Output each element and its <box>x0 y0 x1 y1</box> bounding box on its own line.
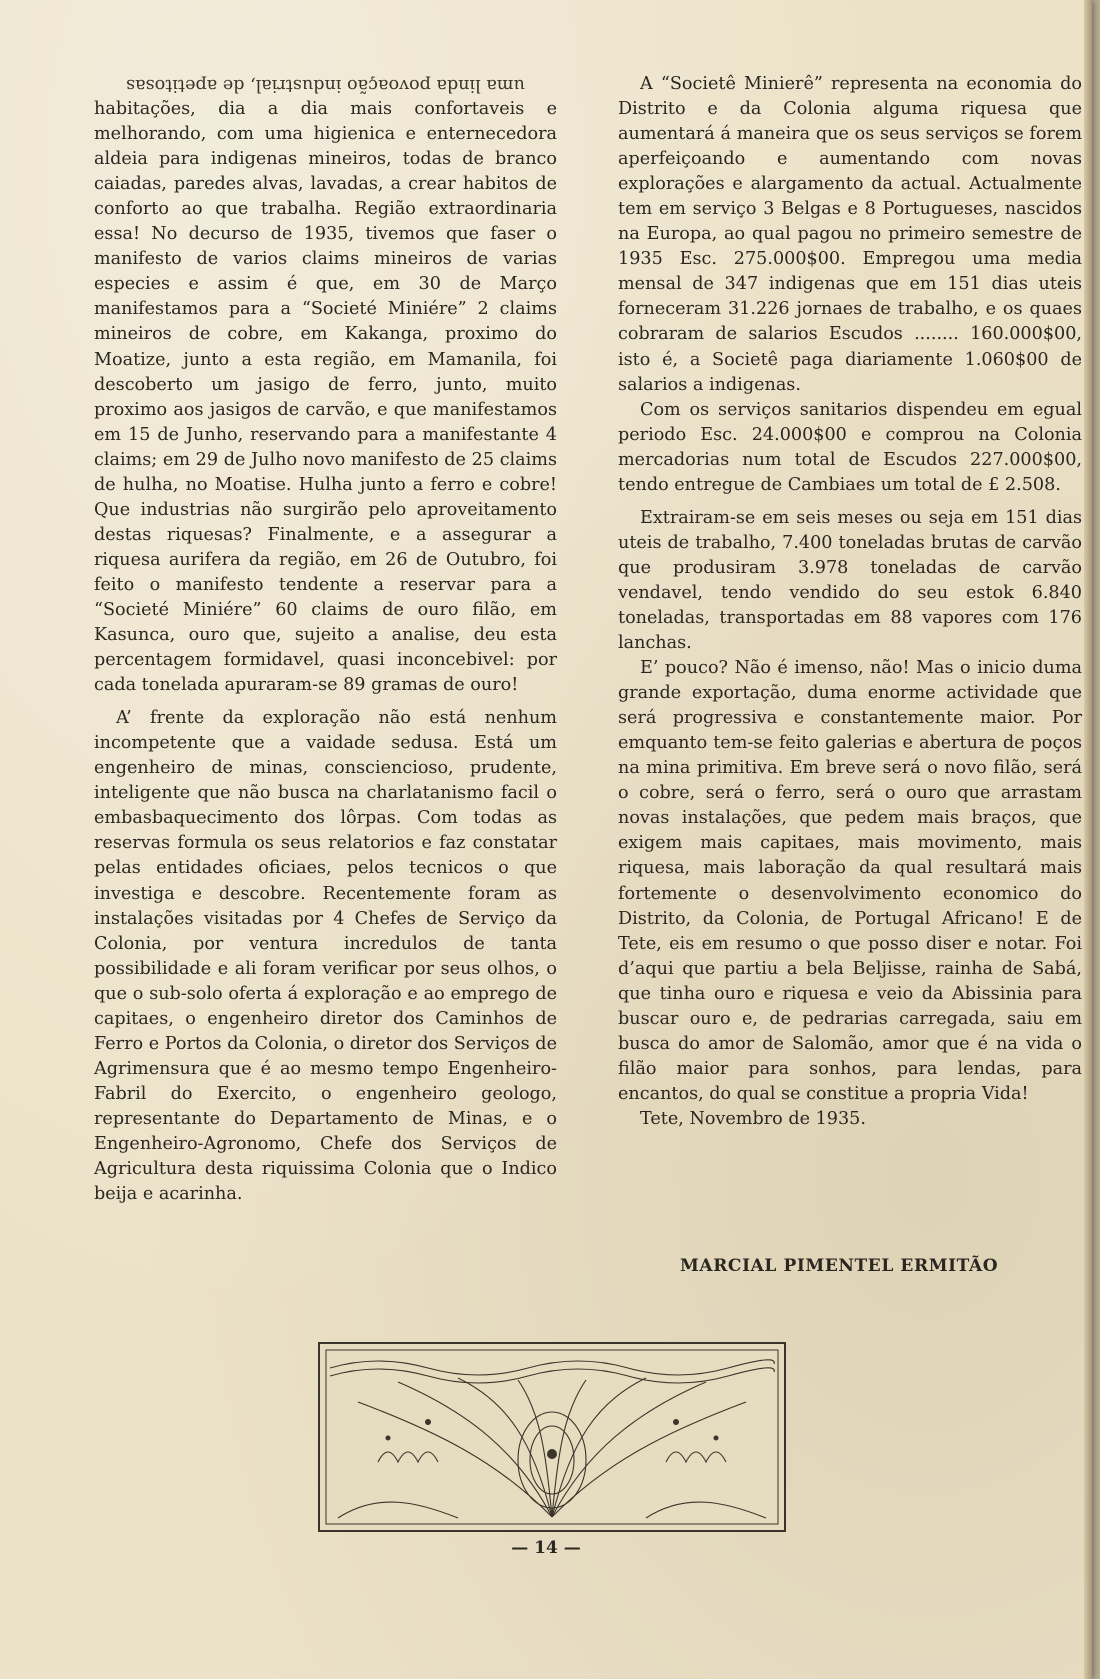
paragraph: habitações, dia a dia mais confortaveis e melhorando, com uma higienica e enternecedora aldeia para indigenas mineiros, todas de branco caiadas, paredes alvas, lavadas, a crear habitos de conforto ao que trabalha. Região extraordinaria essa! No decurso de 1935, tivemos que faser o manifesto de varios claims mineiros de varias especies e assim é que, em 30 de Março manifestamos para a “Societé Miniére” 2 claims mineiros de cobre, em Kakanga, proximo do Moatize, junto a esta região, em Mamanila, foi descoberto um jasigo de ferro, junto, muito proximo aos jasigos de carvão, e que manifestamos em 15 de Junho, reservando para a manifestante 4 claims; em 29 de Julho novo manifesto de 25 claims de hulha, no Moatise. Hulha junto a ferro e cobre! Que industrias não surgirão pelo aproveitamento destas riquesas? Finalmente, e a assegurar a riquesa aurifera da região, em 26 de Outubro, foi feito o manifesto tendente a reservar para a “Societé Miniére” 60 claims de ouro filão, em Kasunca, ouro que, sujeito a analise, deu esta percentagem formidavel, quasi inconcebivel: por cada tonelada apuraram-se 89 gramas de ouro! <box>94 99 557 696</box>
woodcut-ornament <box>318 1342 786 1532</box>
page-edge <box>1084 0 1092 1679</box>
paragraph: A’ frente da exploração não está nenhum incompetente que a vaidade sedusa. Está um engenheiro de minas, consciencioso, prudente, inteligente que não busca na charlatanismo facil o embasbaquecimento dos lôrpas. Com todas as reservas formula os seus relatorios e faz constatar pelas entidades oficiaes, pelos tecnicos o que investiga e descobre. Recentemente foram as instalações visitadas por 4 Chefes de Serviço da Colonia, por ventura incredulos de tanta possibilidade e ali foram verificar por seus olhos, o que o sub-solo oferta á exploração e ao emprego de capitaes, o engenheiro diretor dos Caminhos de Ferro e Portos da Colonia, o diretor dos Serviços de Agrimensura que é ao mesmo tempo Engenheiro-Fabril do Exercito, o engenheiro geologo, representante do Departamento de Minas, e o Engenheiro-Agronomo, Chefe dos Serviços de Agricultura desta riquissima Colonia que o Indico beija e acarinha. <box>94 708 557 1205</box>
right-column <box>618 72 1082 1132</box>
paragraph: A “Societê Minierê” representa na economia do Distrito e da Colonia alguma riquesa que aumentará á maneira que os seus serviços se forem aperfeiçoando e aumentando com novas explorações e alargamento da actual. Actualmente tem em serviço 3 Belgas e 8 Portugueses, nascidos na Europa, ao qual pagou no primeiro semestre de 1935 Esc. 275.000$00. Empregou uma media mensal de 347 indigenas que em 151 dias uteis forneceram 31.226 jornaes de trabalho, e os quaes cobraram de salarios Escudos ........ 160.000$00, isto é, a Societê paga diariamente 1.060$00 de salarios a indigenas. <box>618 74 1082 395</box>
page-number: — 14 — <box>511 1538 581 1558</box>
inverted-text-line: uma linda povoação industrial, de apetitosas <box>126 75 525 96</box>
dateline: Tete, Novembro de 1935. <box>640 1108 866 1129</box>
paragraph: E’ pouco? Não é imenso, não! Mas o inicio duma grande exportação, duma enorme actividade que será progressiva e constantemente maior. Por emquanto tem-se feito galerias e abertura de poços na mina primitiva. Em breve será o novo filão, será o cobre, será o ferro, será o ouro que arrastam novas instalações, que pedem mais braços, que exigem mais capitaes, mais movimento, mais riquesa, mais laboração da qual resultará mais fortemente o desenvolvimento economico do Distrito, da Colonia, de Portugal Africano! E de Tete, eis em resumo o que posso diser e notar. Foi d’aqui que partiu a bela Beljisse, rainha de Sabá, que tinha ouro e riquesa e veio da Abissinia para buscar ouro e, de pedrarias carregada, saiu em busca do amor de Salomão, amor que é na vida o filão maior para sonhos, para lendas, para encantos, do qual se constitue a propria Vida! <box>618 658 1082 1104</box>
left-column <box>94 72 557 1207</box>
author-signature: MARCIAL PIMENTEL ERMITÃO <box>680 1256 999 1276</box>
paragraph: Com os serviços sanitarios dispendeu em egual periodo Esc. 24.000$00 e comprou na Colonia mercadorias num total de Escudos 227.000$00, tendo entregue de Cambiaes um total de £ 2.508. <box>618 399 1082 495</box>
paragraph: Extrairam-se em seis meses ou seja em 151 dias uteis de trabalho, 7.400 toneladas brutas de carvão que produsiram 3.978 toneladas de carvão vendavel, tendo vendido do seu estok 6.840 toneladas, transportadas em 88 vapores com 176 lanchas. <box>618 507 1082 654</box>
